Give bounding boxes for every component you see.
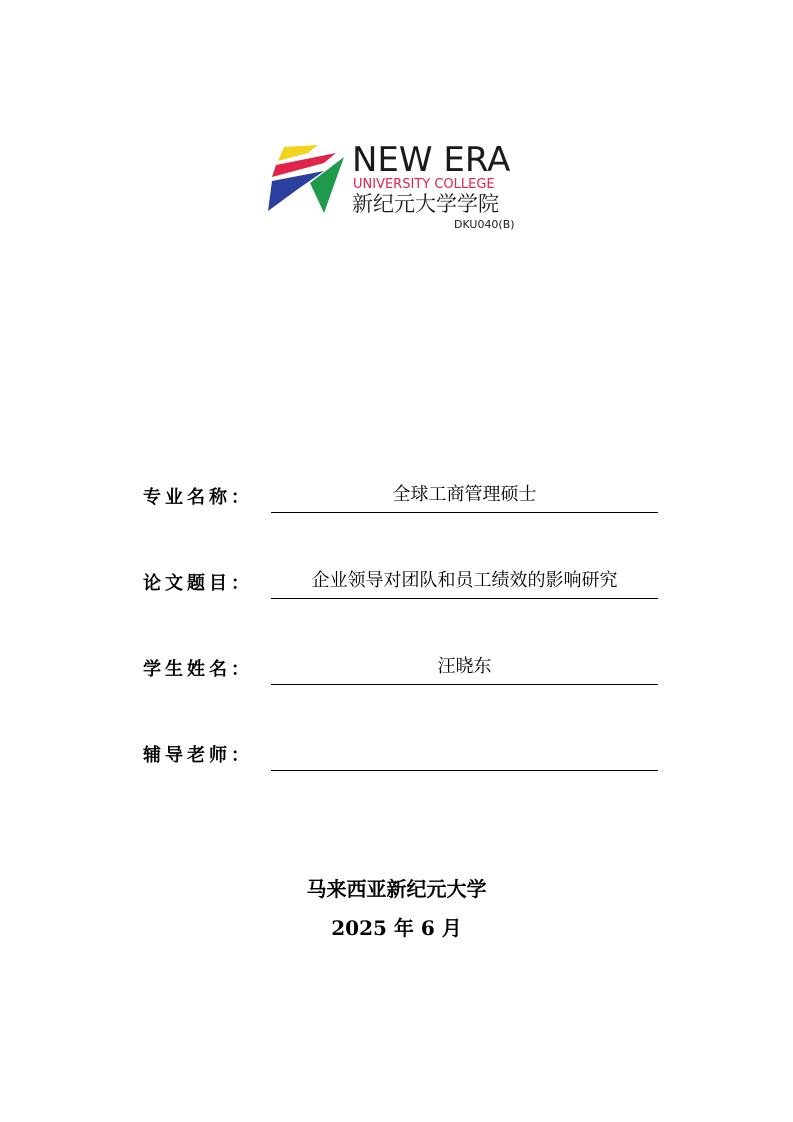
- footer-university: 马来西亚新纪元大学: [306, 877, 487, 901]
- logo-green-shape: [310, 157, 344, 213]
- field-major-value: 全球工商管理硕士: [392, 484, 537, 505]
- field-thesis-title-value: 企业领导对团队和员工绩效的影响研究: [311, 570, 618, 591]
- field-thesis-title-label: 论文题目：: [143, 573, 253, 594]
- field-major: [143, 479, 658, 513]
- logo-subtitle: UNIVERSITY COLLEGE: [353, 177, 495, 192]
- field-advisor: [143, 737, 658, 771]
- logo-emblem-icon: [266, 143, 352, 215]
- logo-chinese-name: 新纪元大学学院: [352, 192, 499, 216]
- field-major-underline: [271, 482, 658, 513]
- field-student-name-label: 学生姓名：: [143, 659, 253, 680]
- field-student-name-value: 汪晓东: [437, 656, 492, 677]
- logo-title: NEW ERA: [352, 140, 511, 180]
- field-major-label: 专业名称：: [143, 487, 253, 508]
- field-thesis-title-underline: [271, 568, 658, 599]
- field-advisor-underline: [271, 740, 658, 771]
- logo-code: DKU040(B): [454, 218, 515, 231]
- field-student-name: [143, 651, 658, 685]
- field-advisor-label: 辅导老师：: [143, 745, 253, 766]
- field-thesis-title: [143, 565, 658, 599]
- footer-date: 2025 年 6 月: [331, 916, 462, 940]
- field-student-name-underline: [271, 654, 658, 685]
- university-logo: [266, 140, 526, 235]
